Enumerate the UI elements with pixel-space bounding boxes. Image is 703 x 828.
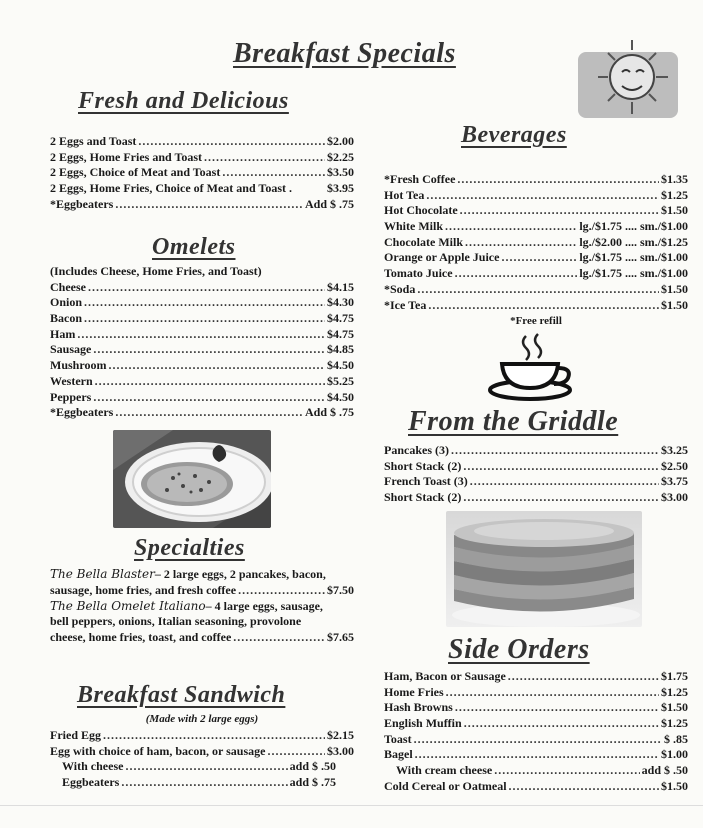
menu-item [384, 669, 688, 685]
menu-item [384, 172, 688, 188]
item-price: $1.25 [661, 684, 688, 699]
item-name: Eggbeaters [62, 775, 120, 790]
item-name: Ham, Bacon or Sausage [384, 669, 506, 683]
menu-item [384, 474, 688, 490]
item-price-large: lg./$1.75 [579, 250, 622, 265]
specialty-item [50, 629, 354, 645]
item-name: Cold Cereal or Oatmeal [384, 778, 507, 793]
item-name: Sausage [50, 342, 92, 357]
specialty-name: The Bella Blaster [50, 567, 155, 581]
sides-list [384, 669, 688, 795]
item-price: Add $ .75 [304, 196, 354, 211]
item-price: $7.65 [327, 630, 354, 645]
item-price: $4.85 [327, 342, 354, 357]
menu-item: Orange or Apple Juice ..... lg./$1.75 .... sm./$1.00 [384, 250, 688, 266]
item-price: $2.15 [327, 728, 354, 742]
item-name: *Soda [384, 281, 416, 296]
menu-item [384, 779, 688, 795]
menu-item [384, 700, 688, 716]
item-price: $4.50 [327, 358, 354, 373]
item-price: $1.75 [661, 669, 688, 683]
menu-item [384, 716, 688, 732]
menu-item [50, 775, 336, 791]
item-name: Chocolate Milk [384, 234, 463, 249]
item-price: $4.15 [327, 279, 354, 294]
fresh-list [50, 134, 354, 212]
item-price: add $ .75 [289, 775, 336, 790]
item-name: Pancakes (3) [384, 443, 449, 457]
item-name: 2 Eggs, Home Fries and Toast [50, 149, 203, 164]
item-price: $2.00 [327, 134, 354, 148]
griddle-list [384, 443, 688, 506]
item-name: Peppers [50, 389, 92, 404]
menu-item [50, 358, 354, 374]
item-name: Bagel [384, 747, 413, 762]
menu-item [50, 390, 354, 406]
item-name: Hot Tea [384, 187, 425, 202]
item-price: $1.35 [661, 172, 688, 186]
specialty-desc: – 2 large eggs, 2 pancakes, bacon, [154, 567, 326, 581]
page-title: Breakfast Specials [233, 38, 456, 69]
menu-item [384, 188, 688, 204]
item-price: $1.50 [661, 281, 688, 296]
item-price-large: lg./$2.00 [579, 234, 622, 249]
item-name: *Fresh Coffee [384, 172, 456, 186]
item-price: $1.25 [661, 716, 688, 731]
menu-item [384, 298, 688, 314]
menu-item [50, 181, 354, 197]
item-price: $7.50 [327, 582, 354, 597]
sun-icon [576, 36, 688, 122]
item-name: Hash Browns [384, 700, 453, 715]
item-price: $1.50 [661, 203, 688, 218]
item-name: With cheese [62, 759, 124, 774]
item-name: English Muffin [384, 716, 462, 731]
omelets-list [50, 264, 354, 421]
menu-item [50, 280, 354, 296]
item-price-small: sm./$1.00 [640, 266, 688, 281]
item-price: $3.00 [661, 490, 688, 505]
specialty-desc: cheese, home fries, toast, and coffee [50, 630, 232, 645]
item-price: $3.75 [661, 474, 688, 489]
beverages-list [384, 172, 688, 330]
item-price: $3.25 [661, 443, 688, 457]
item-name: Short Stack (2) [384, 490, 462, 505]
menu-item [50, 374, 354, 390]
menu-item [384, 747, 688, 763]
beverages-title: Beverages [461, 122, 567, 148]
item-price: $3.50 [327, 165, 354, 180]
item-name: *Eggbeaters [50, 405, 114, 420]
specialties-title: Specialties [134, 535, 245, 561]
item-name: Cheese [50, 279, 86, 294]
menu-item [50, 150, 354, 166]
specialty-desc: – 4 large eggs, sausage, [205, 598, 323, 613]
omelet-plate-image [113, 430, 271, 528]
menu-item [50, 327, 354, 343]
pancake-stack-image [446, 511, 642, 627]
item-name: Fried Egg [50, 728, 101, 742]
item-price: add $ .50 [289, 759, 336, 774]
menu-item [50, 744, 354, 760]
menu-item [384, 443, 688, 459]
item-name: 2 Eggs, Home Fries, Choice of Meat and Toast . [50, 181, 292, 196]
item-price: $2.25 [327, 149, 354, 164]
omelets-note: (Includes Cheese, Home Fries, and Toast) [50, 264, 262, 278]
specialty-desc: bell peppers, onions, Italian seasoning, provolone [50, 614, 302, 629]
coffee-cup-icon [486, 332, 578, 402]
item-name: With cream cheese [396, 763, 493, 778]
specialty-item [50, 598, 354, 614]
griddle-title: From the Griddle [408, 406, 619, 437]
menu-item: Tomato Juice ..... lg./$1.75 .... sm./$1.00 [384, 266, 688, 282]
item-name: French Toast (3) [384, 474, 468, 489]
item-price: $4.75 [327, 326, 354, 341]
item-name: Tomato Juice [384, 266, 453, 281]
item-price: $1.25 [661, 187, 688, 202]
menu-item [384, 763, 688, 779]
omelets-title: Omelets [152, 234, 236, 260]
menu-item [384, 203, 688, 219]
item-name: Ham [50, 326, 76, 341]
item-price: add $ .50 [641, 763, 688, 778]
menu-item [384, 459, 688, 475]
menu-item [384, 685, 688, 701]
specialties-list [50, 566, 354, 645]
item-price-small: sm./$1.25 [640, 234, 688, 249]
item-price: $4.30 [327, 295, 354, 310]
item-name: 2 Eggs and Toast [50, 134, 137, 148]
item-name: Hot Chocolate [384, 203, 458, 218]
item-price: $3.95 [327, 181, 354, 196]
free-refill-note: *Free refill [510, 315, 562, 328]
item-price: $2.50 [661, 458, 688, 473]
item-name: 2 Eggs, Choice of Meat and Toast [50, 165, 221, 180]
item-price: $1.50 [661, 700, 688, 715]
item-price: $1.50 [661, 778, 688, 793]
item-price: Add $ .75 [304, 405, 354, 420]
item-name: Short Stack (2) [384, 458, 462, 473]
specialty-name: The Bella Omelet Italiano [50, 598, 206, 613]
sandwich-title: Breakfast Sandwich [77, 682, 286, 708]
menu-item [50, 197, 354, 213]
item-price: $4.50 [327, 389, 354, 404]
item-price: $4.75 [327, 311, 354, 326]
menu-item [384, 490, 688, 506]
item-name: Home Fries [384, 684, 444, 699]
item-price-large: lg./$1.75 [579, 219, 622, 234]
menu-item [50, 405, 354, 421]
menu-item [384, 282, 688, 298]
menu-item [384, 732, 688, 748]
item-name: Bacon [50, 311, 83, 326]
item-name: Western [50, 373, 93, 388]
item-name: White Milk [384, 219, 443, 234]
item-price: $ .85 [664, 731, 688, 746]
item-price: $1.50 [661, 297, 688, 312]
item-price: $5.25 [327, 373, 354, 388]
sandwich-note: (Made with 2 large eggs) [145, 713, 259, 725]
menu-item [50, 759, 336, 775]
item-price: $1.00 [661, 747, 688, 762]
item-price-small: sm./$1.00 [640, 219, 688, 234]
item-name: *Eggbeaters [50, 196, 114, 211]
item-name: Onion [50, 295, 83, 310]
menu-item [50, 342, 354, 358]
menu-item [50, 311, 354, 327]
specialty-item [50, 582, 354, 598]
item-price: $3.00 [327, 743, 354, 758]
menu-item [50, 165, 354, 181]
item-price-small: sm./$1.00 [640, 250, 688, 265]
menu-item: White Milk ..... lg./$1.75 .... sm./$1.00 [384, 219, 688, 235]
sides-title: Side Orders [448, 634, 590, 665]
fresh-title: Fresh and Delicious [78, 88, 289, 114]
item-price-large: lg./$1.75 [579, 266, 622, 281]
page-divider [0, 805, 703, 806]
menu-item [50, 295, 354, 311]
item-name: Toast [384, 731, 412, 746]
specialty-desc: sausage, home fries, and fresh coffee [50, 582, 237, 597]
item-name: Orange or Apple Juice [384, 250, 500, 265]
item-name: *Ice Tea [384, 297, 427, 312]
menu-item: Chocolate Milk ..... lg./$2.00 .... sm./$1.25 [384, 235, 688, 251]
sandwich-list [50, 728, 354, 791]
item-name: Egg with choice of ham, bacon, or sausage [50, 743, 266, 758]
menu-item [50, 134, 354, 150]
item-name: Mushroom [50, 358, 107, 373]
specialty-item [50, 566, 354, 582]
menu-item [50, 728, 354, 744]
